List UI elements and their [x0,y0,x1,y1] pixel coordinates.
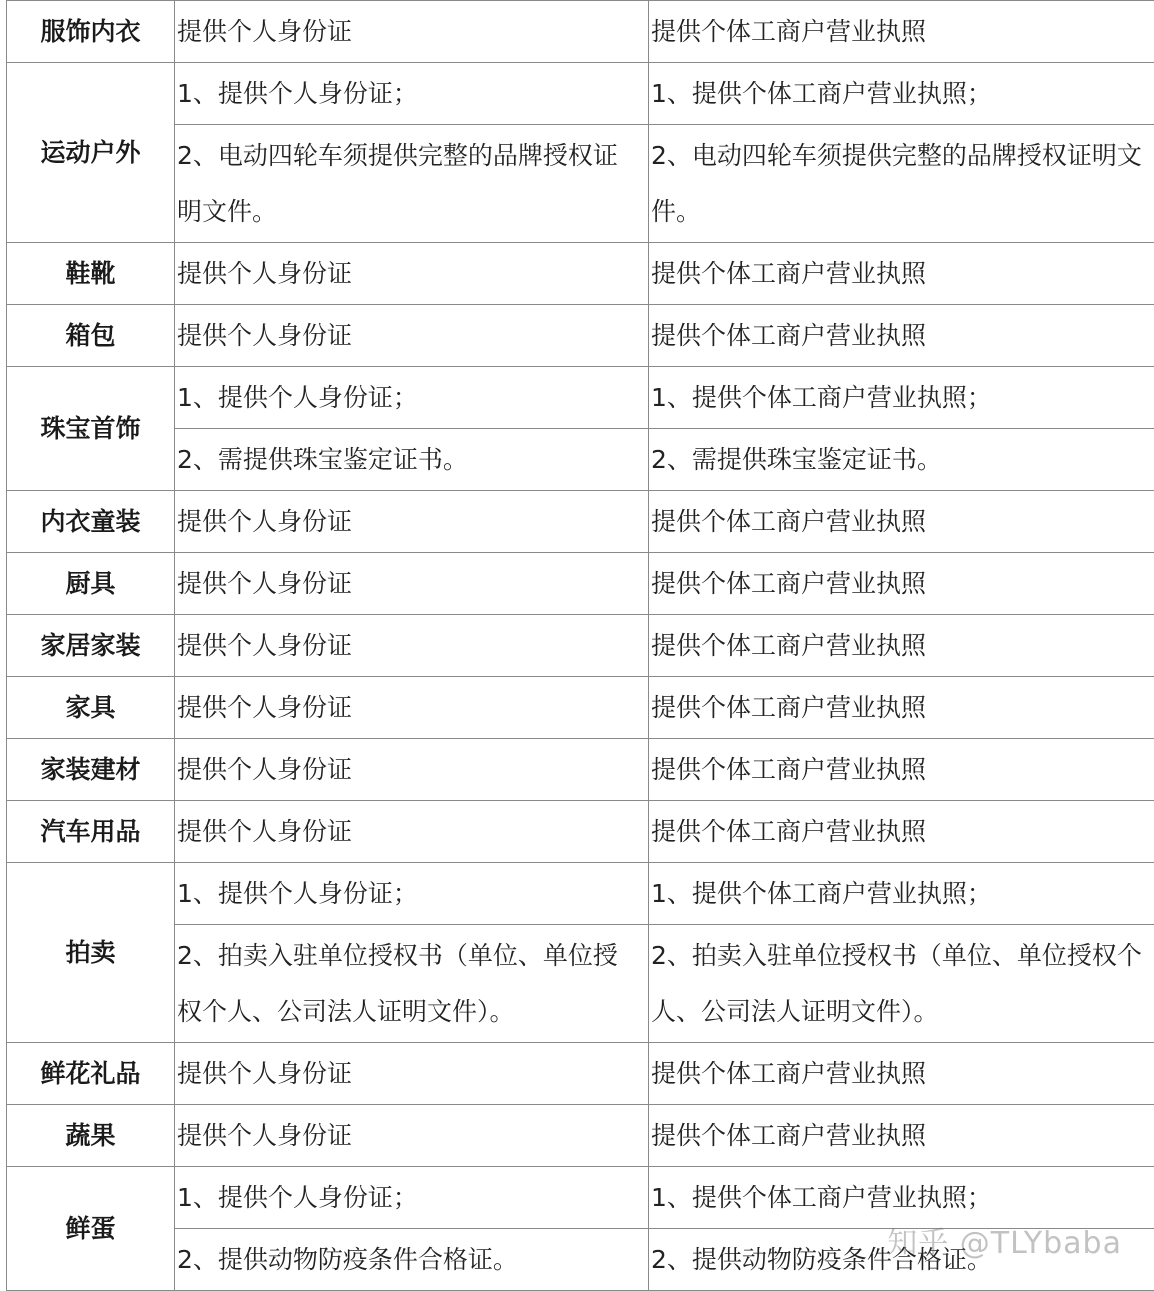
business-req-cell: 2、需提供珠宝鉴定证书。 [649,429,1154,491]
individual-req-cell: 提供个人身份证 [175,491,649,553]
business-req-cell: 1、提供个体工商户营业执照； [649,1167,1154,1229]
business-req-cell: 1、提供个体工商户营业执照； [649,367,1154,429]
individual-req-cell: 提供个人身份证 [175,1043,649,1105]
category-cell: 家装建材 [7,739,175,801]
business-req-cell: 1、提供个体工商户营业执照； [649,63,1154,125]
category-cell: 家具 [7,677,175,739]
business-req-cell: 2、提供动物防疫条件合格证。 [649,1229,1154,1291]
category-cell: 汽车用品 [7,801,175,863]
table-row [7,367,1154,429]
individual-req-cell: 1、提供个人身份证； [175,1167,649,1229]
individual-req-cell: 2、提供动物防疫条件合格证。 [175,1229,649,1291]
individual-req-cell: 提供个人身份证 [175,801,649,863]
requirements-table [6,0,1154,1291]
individual-req-cell: 提供个人身份证 [175,615,649,677]
business-req-cell: 提供个体工商户营业执照 [649,305,1154,367]
business-req-cell: 提供个体工商户营业执照 [649,1043,1154,1105]
individual-req-cell: 提供个人身份证 [175,305,649,367]
table-row [7,739,1154,801]
table-row [7,1,1154,63]
table-row [7,429,1154,491]
business-req-cell: 提供个体工商户营业执照 [649,615,1154,677]
business-req-cell: 提供个体工商户营业执照 [649,677,1154,739]
individual-req-cell: 提供个人身份证 [175,677,649,739]
business-req-cell: 2、拍卖入驻单位授权书（单位、单位授权个人、公司法人证明文件）。 [649,925,1154,1043]
table-row [7,925,1154,1043]
table-row [7,677,1154,739]
category-cell: 箱包 [7,305,175,367]
individual-req-cell: 1、提供个人身份证； [175,63,649,125]
individual-req-cell: 提供个人身份证 [175,243,649,305]
category-cell: 内衣童装 [7,491,175,553]
individual-req-cell: 2、拍卖入驻单位授权书（单位、单位授权个人、公司法人证明文件）。 [175,925,649,1043]
business-req-cell: 提供个体工商户营业执照 [649,1105,1154,1167]
category-cell: 鲜花礼品 [7,1043,175,1105]
individual-req-cell: 提供个人身份证 [175,1105,649,1167]
business-req-cell: 2、电动四轮车须提供完整的品牌授权证明文件。 [649,125,1154,243]
table-row [7,1105,1154,1167]
table-row [7,615,1154,677]
category-cell: 鲜蛋 [7,1167,175,1291]
individual-req-cell: 2、需提供珠宝鉴定证书。 [175,429,649,491]
business-req-cell: 1、提供个体工商户营业执照； [649,863,1154,925]
category-cell: 拍卖 [7,863,175,1043]
business-req-cell: 提供个体工商户营业执照 [649,243,1154,305]
category-cell: 家居家装 [7,615,175,677]
table-row [7,305,1154,367]
table-row [7,243,1154,305]
category-cell: 蔬果 [7,1105,175,1167]
table-row [7,1229,1154,1291]
table-row [7,553,1154,615]
category-cell: 服饰内衣 [7,1,175,63]
category-cell: 厨具 [7,553,175,615]
table-row [7,125,1154,243]
category-cell: 鞋靴 [7,243,175,305]
table-row [7,1043,1154,1105]
individual-req-cell: 2、电动四轮车须提供完整的品牌授权证明文件。 [175,125,649,243]
individual-req-cell: 提供个人身份证 [175,553,649,615]
table-row [7,491,1154,553]
business-req-cell: 提供个体工商户营业执照 [649,1,1154,63]
table-row [7,801,1154,863]
table-row [7,63,1154,125]
individual-req-cell: 提供个人身份证 [175,1,649,63]
table-row [7,1167,1154,1229]
business-req-cell: 提供个体工商户营业执照 [649,801,1154,863]
business-req-cell: 提供个体工商户营业执照 [649,491,1154,553]
individual-req-cell: 1、提供个人身份证； [175,863,649,925]
business-req-cell: 提供个体工商户营业执照 [649,553,1154,615]
watermark: 知乎 @TLYbaba [887,1218,1122,1262]
category-cell: 运动户外 [7,63,175,243]
individual-req-cell: 提供个人身份证 [175,739,649,801]
table-row [7,863,1154,925]
individual-req-cell: 1、提供个人身份证； [175,367,649,429]
category-cell: 珠宝首饰 [7,367,175,491]
business-req-cell: 提供个体工商户营业执照 [649,739,1154,801]
